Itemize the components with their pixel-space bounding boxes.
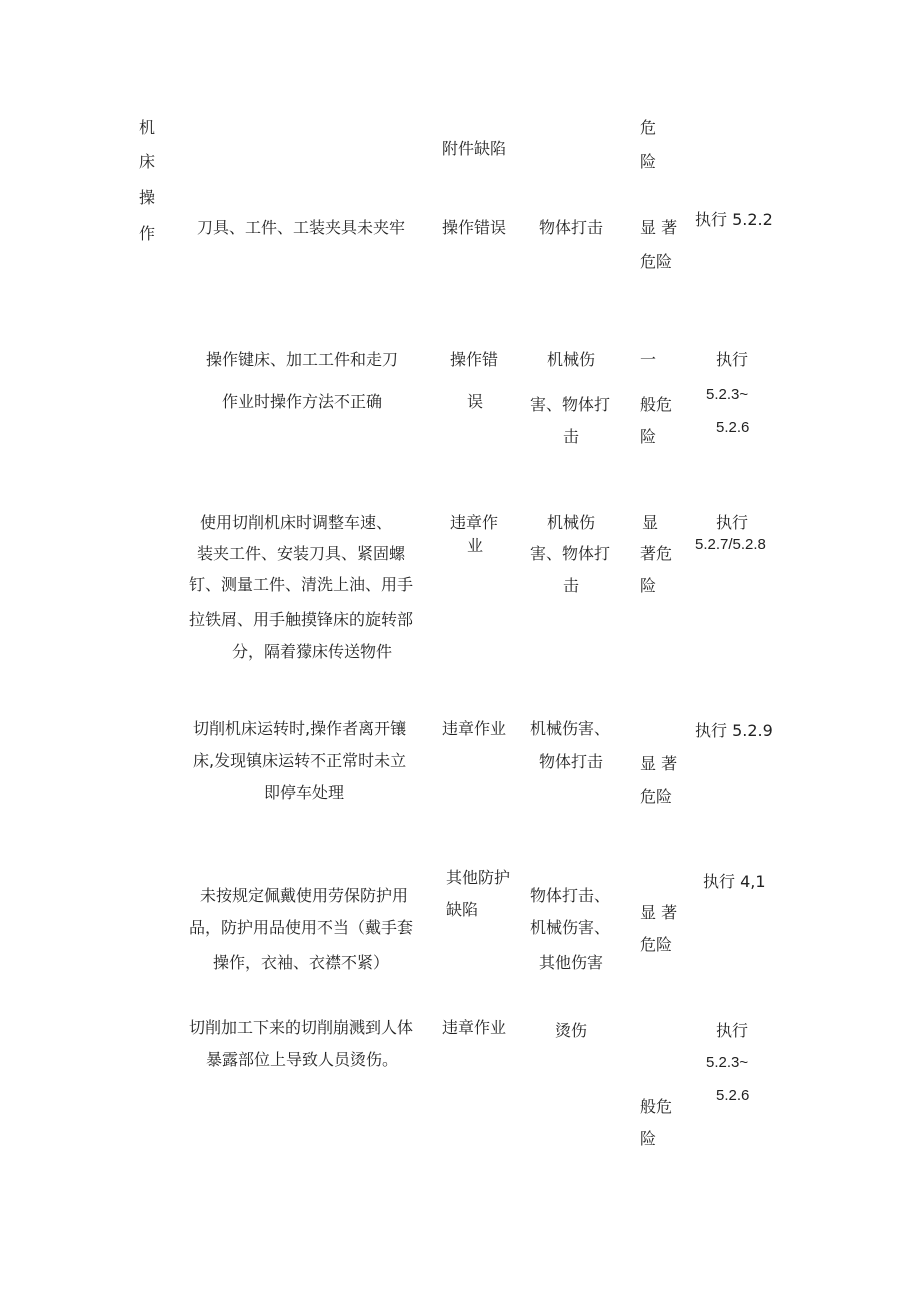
level-cell: 危险 (640, 787, 673, 806)
measure-cell: 5.2.7/5.2.8 (695, 536, 766, 553)
hazard-cell: 装夹工件、安装刀具、紧固螺 (197, 544, 406, 563)
level-cell: 险 (640, 427, 657, 446)
hazard-cell: 未按规定佩戴使用劳保防护用 (200, 886, 409, 905)
consequence-cell: 机械伤 (547, 513, 596, 532)
measure-cell: 执行 5.2.2 (695, 210, 773, 229)
cause-cell: 业 (467, 536, 484, 555)
category-char: 床 (139, 152, 156, 171)
hazard-cell: 即停车处理 (264, 783, 345, 802)
level-cell: 危 (640, 118, 657, 137)
hazard-cell: 床,发现镇床运转不正常时未立 (193, 751, 407, 770)
hazard-cell: 切削加工下来的切削崩溅到人体 (189, 1018, 414, 1037)
cause-cell: 违章作 (450, 513, 499, 532)
consequence-cell: 机械伤害、 (530, 918, 611, 937)
measure-cell: 5.2.3~ (706, 1054, 749, 1071)
consequence-cell: 物体打击 (539, 752, 604, 771)
consequence-cell: 烫伤 (555, 1021, 588, 1040)
hazard-cell: 刀具、工件、工装夹具未夹牢 (197, 218, 406, 237)
measure-cell: 执行 (716, 1021, 749, 1040)
measure-cell: 5.2.6 (716, 419, 750, 436)
measure-cell: 5.2.6 (716, 1087, 750, 1104)
level-cell: 危险 (640, 252, 673, 271)
level-cell: 一 (640, 350, 657, 369)
measure-cell: 执行 (716, 513, 749, 532)
consequence-cell: 其他伤害 (539, 953, 604, 972)
hazard-cell: 暴露部位上导致人员烫伤。 (206, 1050, 399, 1069)
category-char: 作 (139, 224, 156, 243)
hazard-cell: 分，隔着獴床传送物件 (232, 642, 393, 661)
consequence-cell: 害、物体打 (530, 544, 611, 563)
hazard-cell: 作业时操作方法不正确 (222, 392, 383, 411)
consequence-cell: 击 (563, 427, 580, 446)
cause-cell: 其他防护 (446, 868, 511, 887)
consequence-cell: 害、物体打 (530, 395, 611, 414)
level-cell: 险 (640, 1129, 657, 1148)
consequence-cell: 机械伤害、 (530, 719, 611, 738)
level-cell: 险 (640, 576, 657, 595)
level-cell: 般危 (640, 395, 673, 414)
cause-cell: 缺陷 (446, 900, 479, 919)
cause-cell: 操作错误 (442, 218, 507, 237)
level-cell: 般危 (640, 1097, 673, 1116)
level-cell: 险 (640, 152, 657, 171)
hazard-cell: 操作，衣袖、衣襟不紧） (213, 953, 390, 972)
category-char: 机 (139, 118, 156, 137)
cause-cell: 误 (467, 392, 484, 411)
measure-cell: 5.2.3~ (706, 386, 749, 403)
cause-cell: 操作错 (450, 350, 499, 369)
measure-cell: 执行 (716, 350, 749, 369)
level-cell: 危险 (640, 935, 673, 954)
level-cell: 著危 (640, 544, 673, 563)
consequence-cell: 击 (563, 576, 580, 595)
hazard-cell: 切削机床运转时,操作者离开镶 (193, 719, 407, 738)
consequence-cell: 物体打击、 (530, 886, 611, 905)
consequence-cell: 机械伤 (547, 350, 596, 369)
level-cell: 显 著 (640, 754, 678, 773)
level-cell: 显 (642, 513, 659, 532)
measure-cell: 执行 5.2.9 (695, 721, 773, 740)
hazard-cell: 钉、测量工件、清洗上油、用手 (189, 575, 414, 594)
category-char: 操 (139, 188, 156, 207)
level-cell: 显 著 (640, 903, 678, 922)
hazard-cell: 品，防护用品使用不当（戴手套 (189, 918, 414, 937)
cause-cell: 违章作业 (442, 719, 507, 738)
consequence-cell: 物体打击 (539, 218, 604, 237)
hazard-cell: 拉铁屑、用手触摸锋床的旋转部 (189, 610, 414, 629)
measure-cell: 执行 4,1 (703, 872, 766, 891)
cause-cell: 附件缺陷 (442, 139, 507, 158)
level-cell: 显 著 (640, 218, 678, 237)
hazard-cell: 操作键床、加工工件和走刀 (206, 350, 399, 369)
cause-cell: 违章作业 (442, 1018, 507, 1037)
hazard-cell: 使用切削机床时调整车速、 (200, 513, 393, 532)
